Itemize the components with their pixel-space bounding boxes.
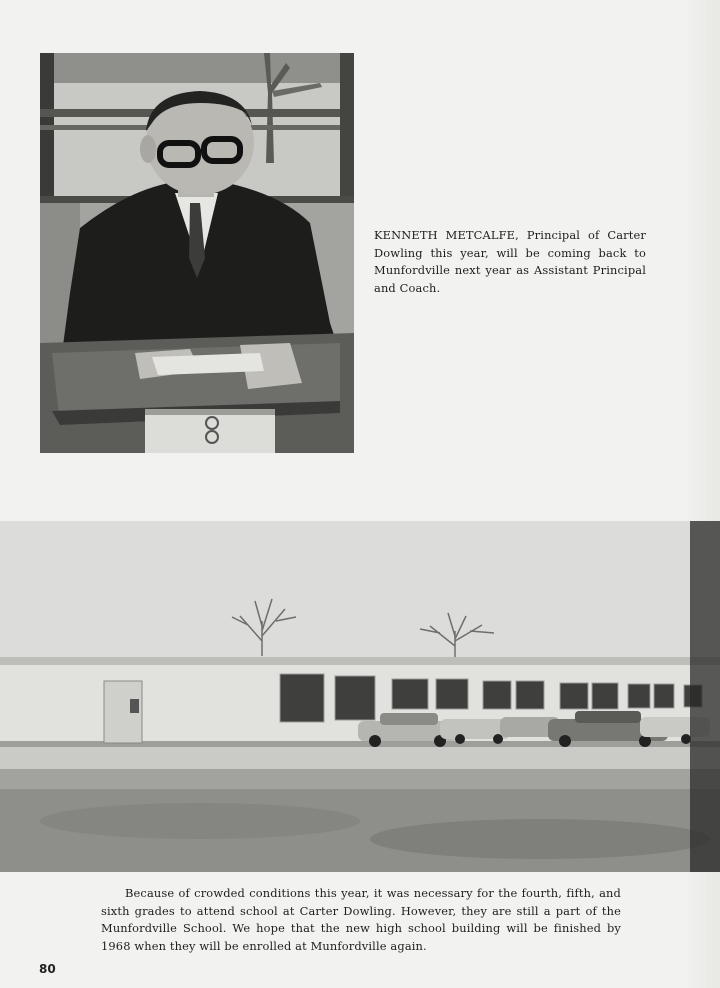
page-number: 80 <box>39 962 56 976</box>
school-caption: Because of crowded conditions this year, it was necessary for the fourth, fifth, and sixth grades to attend school at Carter Dowling. However, they are still a part of the Munfordville School. We hope that the new high school building will be finished by 1968 when they will be enrolled at Munfordville again. <box>101 886 621 953</box>
school-building-photo <box>0 521 720 872</box>
principal-caption: KENNETH METCALFE, Principal of Carter Dowling this year, will be coming back to Munfordville next year as Assistant Principal and Coach. <box>374 228 646 295</box>
principal-photo <box>40 53 354 453</box>
